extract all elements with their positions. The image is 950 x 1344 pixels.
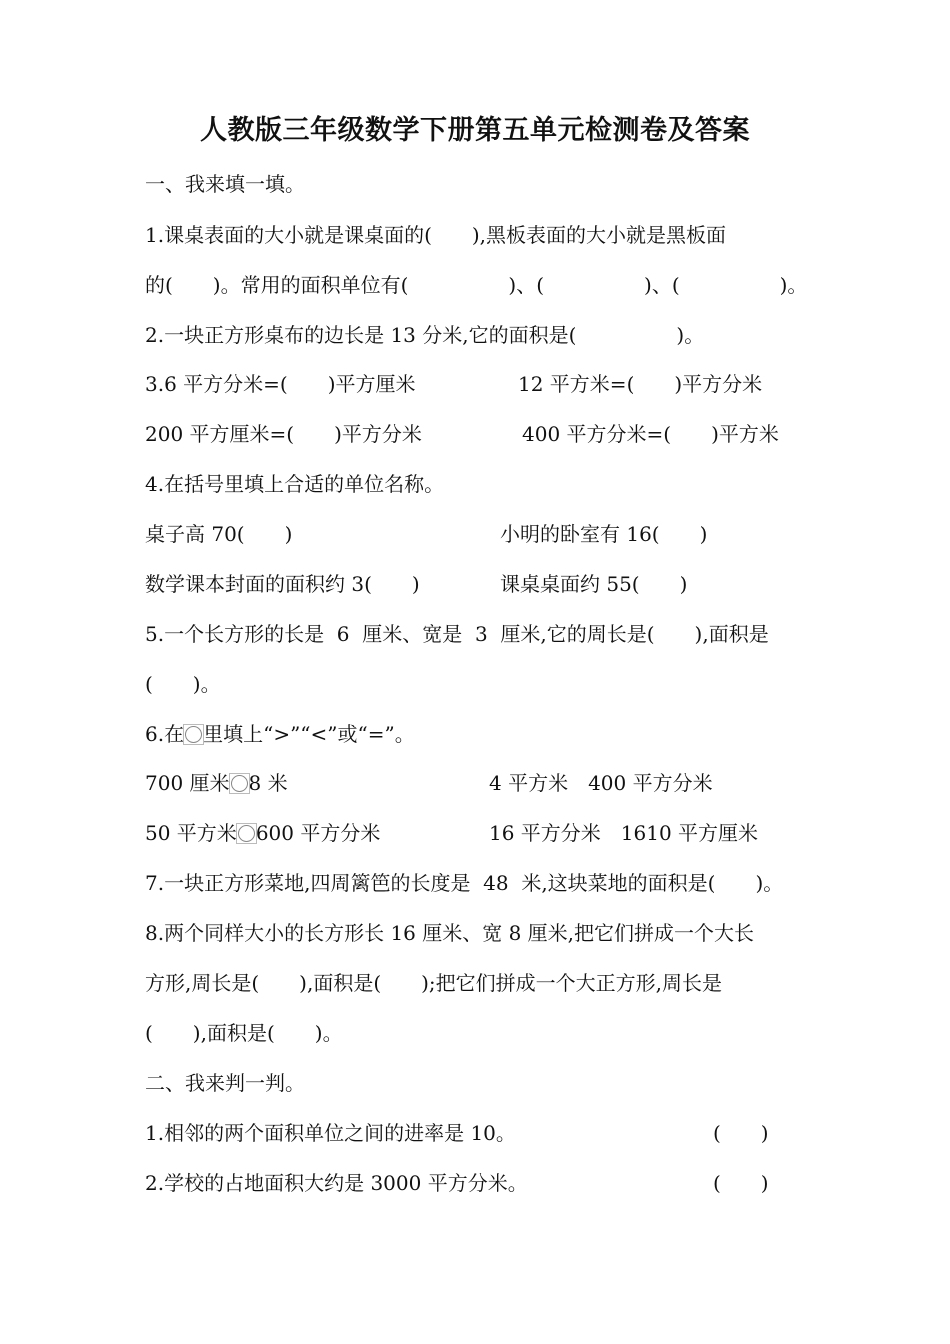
question-7: 7.一块正方形菜地,四周篱笆的长度是 48 米,这块菜地的面积是( )。 <box>145 871 784 895</box>
question-4-item-1: 桌子高 70( ) <box>145 522 293 546</box>
question-3-item-4: 400 平方分米=( )平方米 <box>522 422 779 446</box>
question-5-line-1: 5.一个长方形的长是 6 厘米、宽是 3 厘米,它的周长是( ),面积是 <box>145 622 769 646</box>
section-heading-judge: 二、我来判一判。 <box>145 1071 305 1095</box>
question-6-item-1 <box>145 769 288 797</box>
question-1-line-2: 的( )。常用的面积单位有( )、( )、( )。 <box>145 273 808 297</box>
question-6-item-3-right: 600 平方分米 <box>255 821 381 845</box>
question-8-line-1: 8.两个同样大小的长方形长 16 厘米、宽 8 厘米,把它们拼成一个大长 <box>145 921 755 945</box>
question-6-item-3 <box>145 819 380 847</box>
question-6-item-1-right: 8 米 <box>248 771 288 795</box>
question-6 <box>145 720 415 748</box>
judge-1-answer-box: ( ) <box>713 1121 769 1145</box>
question-4-item-4: 课桌桌面约 55( ) <box>500 572 688 596</box>
compare-circle-icon <box>238 825 255 842</box>
question-4-item-3: 数学课本封面的面积约 3( ) <box>145 572 420 596</box>
compare-circle-icon <box>231 775 248 792</box>
question-6-item-3-left: 50 平方米 <box>145 821 237 845</box>
question-6-prefix: 6.在 <box>145 722 185 746</box>
question-4: 4.在括号里填上合适的单位名称。 <box>145 472 445 496</box>
question-1-line-1: 1.课桌表面的大小就是课桌面的( ),黑板表面的大小就是黑板面 <box>145 223 727 247</box>
compare-circle-icon <box>185 726 202 743</box>
question-8-line-3: ( ),面积是( )。 <box>145 1021 343 1045</box>
section-heading-fill: 一、我来填一填。 <box>145 172 305 196</box>
question-2: 2.一块正方形桌布的边长是 13 分米,它的面积是( )。 <box>145 323 705 347</box>
page-title: 人教版三年级数学下册第五单元检测卷及答案 <box>200 115 750 146</box>
question-4-item-2: 小明的卧室有 16( ) <box>500 522 708 546</box>
question-3-item-2: 12 平方米=( )平方分米 <box>518 372 763 396</box>
judge-2-answer-box: ( ) <box>713 1171 769 1195</box>
question-6-suffix: 里填上“>”“<”或“=”。 <box>203 722 415 746</box>
judge-2: 2.学校的占地面积大约是 3000 平方分米。 <box>145 1171 528 1195</box>
question-3-item-3: 200 平方厘米=( )平方分米 <box>145 422 422 446</box>
question-6-item-4: 16 平方分米 1610 平方厘米 <box>489 821 759 845</box>
question-6-item-1-left: 700 厘米 <box>145 771 230 795</box>
question-3-item-1: 3.6 平方分米=( )平方厘米 <box>145 372 416 396</box>
question-8-line-2: 方形,周长是( ),面积是( );把它们拼成一个大正方形,周长是 <box>145 971 723 995</box>
question-6-item-2: 4 平方米 400 平方分米 <box>489 771 713 795</box>
judge-1: 1.相邻的两个面积单位之间的进率是 10。 <box>145 1121 516 1145</box>
question-5-line-2: ( )。 <box>145 672 221 696</box>
